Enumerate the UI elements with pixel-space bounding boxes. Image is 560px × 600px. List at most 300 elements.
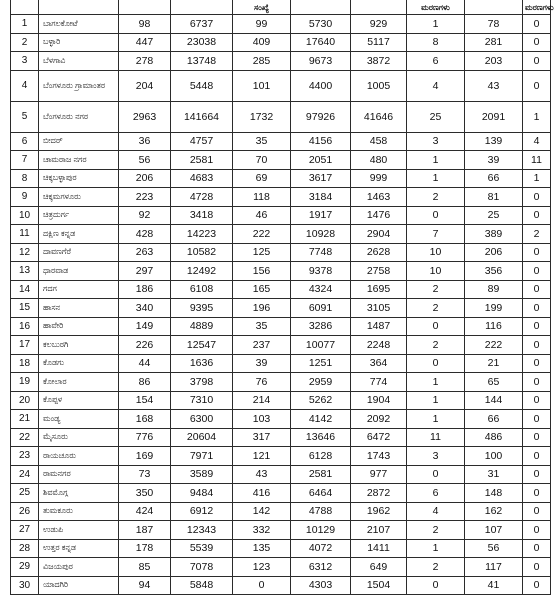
count-cell: 999: [351, 169, 407, 188]
count-cell: 447: [119, 33, 171, 52]
count-cell: 3798: [171, 373, 233, 392]
count-cell: 11: [523, 151, 551, 170]
header-cell: ಮರಣಗಳು: [523, 0, 551, 15]
count-cell: 4156: [291, 132, 351, 151]
count-cell: 2: [407, 336, 465, 355]
count-cell: 2051: [291, 151, 351, 170]
count-cell: 0: [523, 336, 551, 355]
count-cell: 0: [523, 391, 551, 410]
count-cell: 139: [465, 132, 523, 151]
count-cell: 43: [233, 465, 291, 484]
count-cell: 340: [119, 299, 171, 318]
count-cell: 3872: [351, 52, 407, 71]
district-cell: ವಿಜಯಪುರ: [39, 558, 119, 577]
count-cell: 7310: [171, 391, 233, 410]
count-cell: 2963: [119, 101, 171, 132]
count-cell: 101: [233, 70, 291, 101]
header-cell: [119, 0, 171, 15]
count-cell: 6108: [171, 280, 233, 299]
count-cell: 66: [465, 169, 523, 188]
serial-cell: 2: [11, 33, 39, 52]
count-cell: 0: [523, 317, 551, 336]
count-cell: 25: [465, 206, 523, 225]
count-cell: 1463: [351, 188, 407, 207]
table-row: [11, 354, 551, 373]
count-cell: 1251: [291, 354, 351, 373]
district-cell: ಕೋಲಾರ: [39, 373, 119, 392]
count-cell: 97926: [291, 101, 351, 132]
count-cell: 977: [351, 465, 407, 484]
count-cell: 1904: [351, 391, 407, 410]
count-cell: 428: [119, 225, 171, 244]
count-cell: 12547: [171, 336, 233, 355]
count-cell: 13748: [171, 52, 233, 71]
count-cell: 178: [119, 539, 171, 558]
district-cell: ಯಾದಗಿರಿ: [39, 576, 119, 595]
serial-cell: 16: [11, 317, 39, 336]
count-cell: 76: [233, 373, 291, 392]
count-cell: 36: [119, 132, 171, 151]
count-cell: 1: [407, 391, 465, 410]
serial-cell: 29: [11, 558, 39, 577]
serial-cell: 15: [11, 299, 39, 318]
table-body: [11, 15, 551, 595]
count-cell: 4757: [171, 132, 233, 151]
count-cell: 281: [465, 33, 523, 52]
header-cell: [171, 0, 233, 15]
serial-cell: 9: [11, 188, 39, 207]
count-cell: 214: [233, 391, 291, 410]
count-cell: 10582: [171, 243, 233, 262]
count-cell: 25: [407, 101, 465, 132]
count-cell: 10: [407, 243, 465, 262]
count-cell: 12343: [171, 521, 233, 540]
count-cell: 86: [119, 373, 171, 392]
count-cell: 223: [119, 188, 171, 207]
district-cell: ಮೈಸೂರು: [39, 428, 119, 447]
count-cell: 1917: [291, 206, 351, 225]
district-cell: ಚಿತ್ರದುರ್ಗ: [39, 206, 119, 225]
table-row: [11, 225, 551, 244]
count-cell: 199: [465, 299, 523, 318]
table-header-row: [11, 0, 551, 15]
count-cell: 285: [233, 52, 291, 71]
serial-cell: 24: [11, 465, 39, 484]
count-cell: 0: [523, 447, 551, 466]
count-cell: 0: [523, 262, 551, 281]
district-cell: ರಾಮನಗರ: [39, 465, 119, 484]
count-cell: 356: [465, 262, 523, 281]
count-cell: 9378: [291, 262, 351, 281]
count-cell: 1487: [351, 317, 407, 336]
count-cell: 65: [465, 373, 523, 392]
count-cell: 6091: [291, 299, 351, 318]
count-cell: 222: [233, 225, 291, 244]
count-cell: 226: [119, 336, 171, 355]
count-cell: 237: [233, 336, 291, 355]
count-cell: 41: [465, 576, 523, 595]
serial-cell: 6: [11, 132, 39, 151]
count-cell: 149: [119, 317, 171, 336]
count-cell: 263: [119, 243, 171, 262]
count-cell: 2: [407, 299, 465, 318]
count-cell: 0: [523, 354, 551, 373]
count-cell: 649: [351, 558, 407, 577]
table-row: [11, 428, 551, 447]
serial-cell: 4: [11, 70, 39, 101]
count-cell: 0: [523, 521, 551, 540]
count-cell: 35: [233, 317, 291, 336]
count-cell: 20604: [171, 428, 233, 447]
count-cell: 2: [523, 225, 551, 244]
count-cell: 123: [233, 558, 291, 577]
serial-cell: 27: [11, 521, 39, 540]
count-cell: 1: [523, 169, 551, 188]
table-row: [11, 299, 551, 318]
count-cell: 2: [407, 521, 465, 540]
count-cell: 0: [523, 299, 551, 318]
district-cell: ಬಳ್ಳಾರಿ: [39, 33, 119, 52]
count-cell: 162: [465, 502, 523, 521]
count-cell: 6300: [171, 410, 233, 429]
count-cell: 89: [465, 280, 523, 299]
table-row: [11, 33, 551, 52]
count-cell: 41646: [351, 101, 407, 132]
count-cell: 5848: [171, 576, 233, 595]
count-cell: 1: [407, 15, 465, 34]
serial-cell: 19: [11, 373, 39, 392]
district-cell: ಉಡುಪಿ: [39, 521, 119, 540]
count-cell: 70: [233, 151, 291, 170]
count-cell: 8: [407, 33, 465, 52]
count-cell: 0: [523, 539, 551, 558]
count-cell: 98: [119, 15, 171, 34]
district-cell: ಧಾರವಾಡ: [39, 262, 119, 281]
table-row: [11, 52, 551, 71]
count-cell: 9395: [171, 299, 233, 318]
count-cell: 12492: [171, 262, 233, 281]
count-cell: 1: [407, 169, 465, 188]
header-cell: ಮರಣಗಳು: [407, 0, 465, 15]
count-cell: 409: [233, 33, 291, 52]
count-cell: 416: [233, 484, 291, 503]
count-cell: 4142: [291, 410, 351, 429]
count-cell: 4: [407, 70, 465, 101]
count-cell: 6912: [171, 502, 233, 521]
count-cell: 5117: [351, 33, 407, 52]
count-cell: 165: [233, 280, 291, 299]
table-row: [11, 576, 551, 595]
count-cell: 117: [465, 558, 523, 577]
table-row: [11, 558, 551, 577]
count-cell: 1636: [171, 354, 233, 373]
count-cell: 10129: [291, 521, 351, 540]
count-cell: 317: [233, 428, 291, 447]
count-cell: 424: [119, 502, 171, 521]
count-cell: 69: [233, 169, 291, 188]
count-cell: 1504: [351, 576, 407, 595]
table-row: [11, 169, 551, 188]
count-cell: 141664: [171, 101, 233, 132]
count-cell: 774: [351, 373, 407, 392]
count-cell: 107: [465, 521, 523, 540]
count-cell: 94: [119, 576, 171, 595]
count-cell: 186: [119, 280, 171, 299]
count-cell: 11: [407, 428, 465, 447]
count-cell: 196: [233, 299, 291, 318]
count-cell: 1411: [351, 539, 407, 558]
district-cell: ಬೆಂಗಳೂರು ಗ್ರಾಮಾಂತರ: [39, 70, 119, 101]
count-cell: 2628: [351, 243, 407, 262]
count-cell: 3286: [291, 317, 351, 336]
district-cell: ಬಾಗಲಕೋಟೆ: [39, 15, 119, 34]
count-cell: 3589: [171, 465, 233, 484]
table-row: [11, 206, 551, 225]
header-cell: [291, 0, 351, 15]
count-cell: 13646: [291, 428, 351, 447]
count-cell: 1: [407, 410, 465, 429]
count-cell: 3184: [291, 188, 351, 207]
count-cell: 0: [523, 373, 551, 392]
count-cell: 5262: [291, 391, 351, 410]
district-cell: ಶಿವಮೊಗ್ಗ: [39, 484, 119, 503]
table-row: [11, 502, 551, 521]
count-cell: 1695: [351, 280, 407, 299]
serial-cell: 22: [11, 428, 39, 447]
table-row: [11, 336, 551, 355]
count-cell: 2904: [351, 225, 407, 244]
count-cell: 2248: [351, 336, 407, 355]
count-cell: 35: [233, 132, 291, 151]
count-cell: 10: [407, 262, 465, 281]
count-cell: 0: [523, 206, 551, 225]
count-cell: 350: [119, 484, 171, 503]
count-cell: 39: [233, 354, 291, 373]
count-cell: 4889: [171, 317, 233, 336]
count-cell: 4: [407, 502, 465, 521]
district-cell: ಗದಗ: [39, 280, 119, 299]
count-cell: 2: [407, 280, 465, 299]
count-cell: 203: [465, 52, 523, 71]
count-cell: 2758: [351, 262, 407, 281]
count-cell: 78: [465, 15, 523, 34]
count-cell: 2: [407, 558, 465, 577]
count-cell: 0: [407, 317, 465, 336]
count-cell: 3418: [171, 206, 233, 225]
serial-cell: 14: [11, 280, 39, 299]
district-cell: ಹಾಸನ: [39, 299, 119, 318]
count-cell: 46: [233, 206, 291, 225]
count-cell: 44: [119, 354, 171, 373]
count-cell: 0: [523, 484, 551, 503]
count-cell: 154: [119, 391, 171, 410]
count-cell: 0: [407, 354, 465, 373]
count-cell: 4: [523, 132, 551, 151]
table-row: [11, 317, 551, 336]
count-cell: 4303: [291, 576, 351, 595]
count-cell: 3105: [351, 299, 407, 318]
header-cell: [11, 0, 39, 15]
count-cell: 0: [523, 410, 551, 429]
count-cell: 1962: [351, 502, 407, 521]
count-cell: 0: [407, 465, 465, 484]
table-row: [11, 262, 551, 281]
count-cell: 187: [119, 521, 171, 540]
count-cell: 4072: [291, 539, 351, 558]
count-cell: 297: [119, 262, 171, 281]
serial-cell: 1: [11, 15, 39, 34]
count-cell: 0: [523, 52, 551, 71]
table-row: [11, 188, 551, 207]
count-cell: 116: [465, 317, 523, 336]
count-cell: 5448: [171, 70, 233, 101]
count-cell: 3: [407, 447, 465, 466]
count-cell: 1: [407, 373, 465, 392]
count-cell: 0: [523, 465, 551, 484]
header-cell: ಸಂಖ್ಯೆ: [233, 0, 291, 15]
header-cell: [39, 0, 119, 15]
table-row: [11, 391, 551, 410]
count-cell: 2: [407, 188, 465, 207]
district-covid-table: [10, 0, 554, 595]
count-cell: 56: [119, 151, 171, 170]
serial-cell: 12: [11, 243, 39, 262]
serial-cell: 5: [11, 101, 39, 132]
serial-cell: 20: [11, 391, 39, 410]
count-cell: 2091: [465, 101, 523, 132]
district-cell: ಉತ್ತರ ಕನ್ನಡ: [39, 539, 119, 558]
district-cell: ಬೀದರ್: [39, 132, 119, 151]
serial-cell: 17: [11, 336, 39, 355]
count-cell: 486: [465, 428, 523, 447]
count-cell: 56: [465, 539, 523, 558]
count-cell: 23038: [171, 33, 233, 52]
count-cell: 6: [407, 484, 465, 503]
table-row: [11, 70, 551, 101]
count-cell: 1: [407, 539, 465, 558]
district-cell: ರಾಯಚೂರು: [39, 447, 119, 466]
count-cell: 3617: [291, 169, 351, 188]
count-cell: 99: [233, 15, 291, 34]
count-cell: 7078: [171, 558, 233, 577]
count-cell: 6464: [291, 484, 351, 503]
district-cell: ಚಾಮರಾಜ ನಗರ: [39, 151, 119, 170]
count-cell: 0: [523, 280, 551, 299]
count-cell: 14223: [171, 225, 233, 244]
count-cell: 2581: [171, 151, 233, 170]
serial-cell: 18: [11, 354, 39, 373]
district-cell: ಬೆಂಗಳೂರು ನಗರ: [39, 101, 119, 132]
table-row: [11, 243, 551, 262]
count-cell: 7748: [291, 243, 351, 262]
district-cell: ಕೊಪ್ಪಳ: [39, 391, 119, 410]
count-cell: 2959: [291, 373, 351, 392]
count-cell: 0: [523, 558, 551, 577]
count-cell: 17640: [291, 33, 351, 52]
table-row: [11, 465, 551, 484]
count-cell: 389: [465, 225, 523, 244]
table-row: [11, 101, 551, 132]
count-cell: 4324: [291, 280, 351, 299]
table-row: [11, 484, 551, 503]
count-cell: 43: [465, 70, 523, 101]
header-cell: [351, 0, 407, 15]
count-cell: 9673: [291, 52, 351, 71]
count-cell: 31: [465, 465, 523, 484]
count-cell: 929: [351, 15, 407, 34]
count-cell: 0: [523, 428, 551, 447]
count-cell: 0: [523, 502, 551, 521]
count-cell: 776: [119, 428, 171, 447]
count-cell: 66: [465, 410, 523, 429]
count-cell: 73: [119, 465, 171, 484]
count-cell: 39: [465, 151, 523, 170]
serial-cell: 10: [11, 206, 39, 225]
count-cell: 1732: [233, 101, 291, 132]
serial-cell: 26: [11, 502, 39, 521]
table-row: [11, 521, 551, 540]
district-cell: ದಾವಣಗೆರೆ: [39, 243, 119, 262]
table-row: [11, 410, 551, 429]
count-cell: 10928: [291, 225, 351, 244]
district-cell: ಕೊಡಗು: [39, 354, 119, 373]
count-cell: 5539: [171, 539, 233, 558]
count-cell: 480: [351, 151, 407, 170]
count-cell: 169: [119, 447, 171, 466]
count-cell: 168: [119, 410, 171, 429]
district-cell: ಬೆಳಗಾವಿ: [39, 52, 119, 71]
serial-cell: 25: [11, 484, 39, 503]
serial-cell: 30: [11, 576, 39, 595]
count-cell: 100: [465, 447, 523, 466]
count-cell: 1476: [351, 206, 407, 225]
serial-cell: 23: [11, 447, 39, 466]
count-cell: 144: [465, 391, 523, 410]
count-cell: 2092: [351, 410, 407, 429]
table-row: [11, 539, 551, 558]
district-cell: ಚಿಕ್ಕಮಗಳೂರು: [39, 188, 119, 207]
count-cell: 7971: [171, 447, 233, 466]
count-cell: 0: [233, 576, 291, 595]
count-cell: 125: [233, 243, 291, 262]
serial-cell: 7: [11, 151, 39, 170]
district-cell: ದಕ್ಷಿಣ ಕನ್ನಡ: [39, 225, 119, 244]
count-cell: 332: [233, 521, 291, 540]
count-cell: 206: [119, 169, 171, 188]
count-cell: 4788: [291, 502, 351, 521]
count-cell: 118: [233, 188, 291, 207]
count-cell: 2872: [351, 484, 407, 503]
count-cell: 4400: [291, 70, 351, 101]
count-cell: 5730: [291, 15, 351, 34]
count-cell: 135: [233, 539, 291, 558]
count-cell: 10077: [291, 336, 351, 355]
count-cell: 21: [465, 354, 523, 373]
count-cell: 6128: [291, 447, 351, 466]
table-row: [11, 447, 551, 466]
header-cell: [465, 0, 523, 15]
count-cell: 204: [119, 70, 171, 101]
district-cell: ಮಂಡ್ಯ: [39, 410, 119, 429]
count-cell: 7: [407, 225, 465, 244]
serial-cell: 3: [11, 52, 39, 71]
count-cell: 6312: [291, 558, 351, 577]
serial-cell: 28: [11, 539, 39, 558]
district-cell: ಹಾವೇರಿ: [39, 317, 119, 336]
count-cell: 1743: [351, 447, 407, 466]
count-cell: 206: [465, 243, 523, 262]
count-cell: 0: [523, 188, 551, 207]
